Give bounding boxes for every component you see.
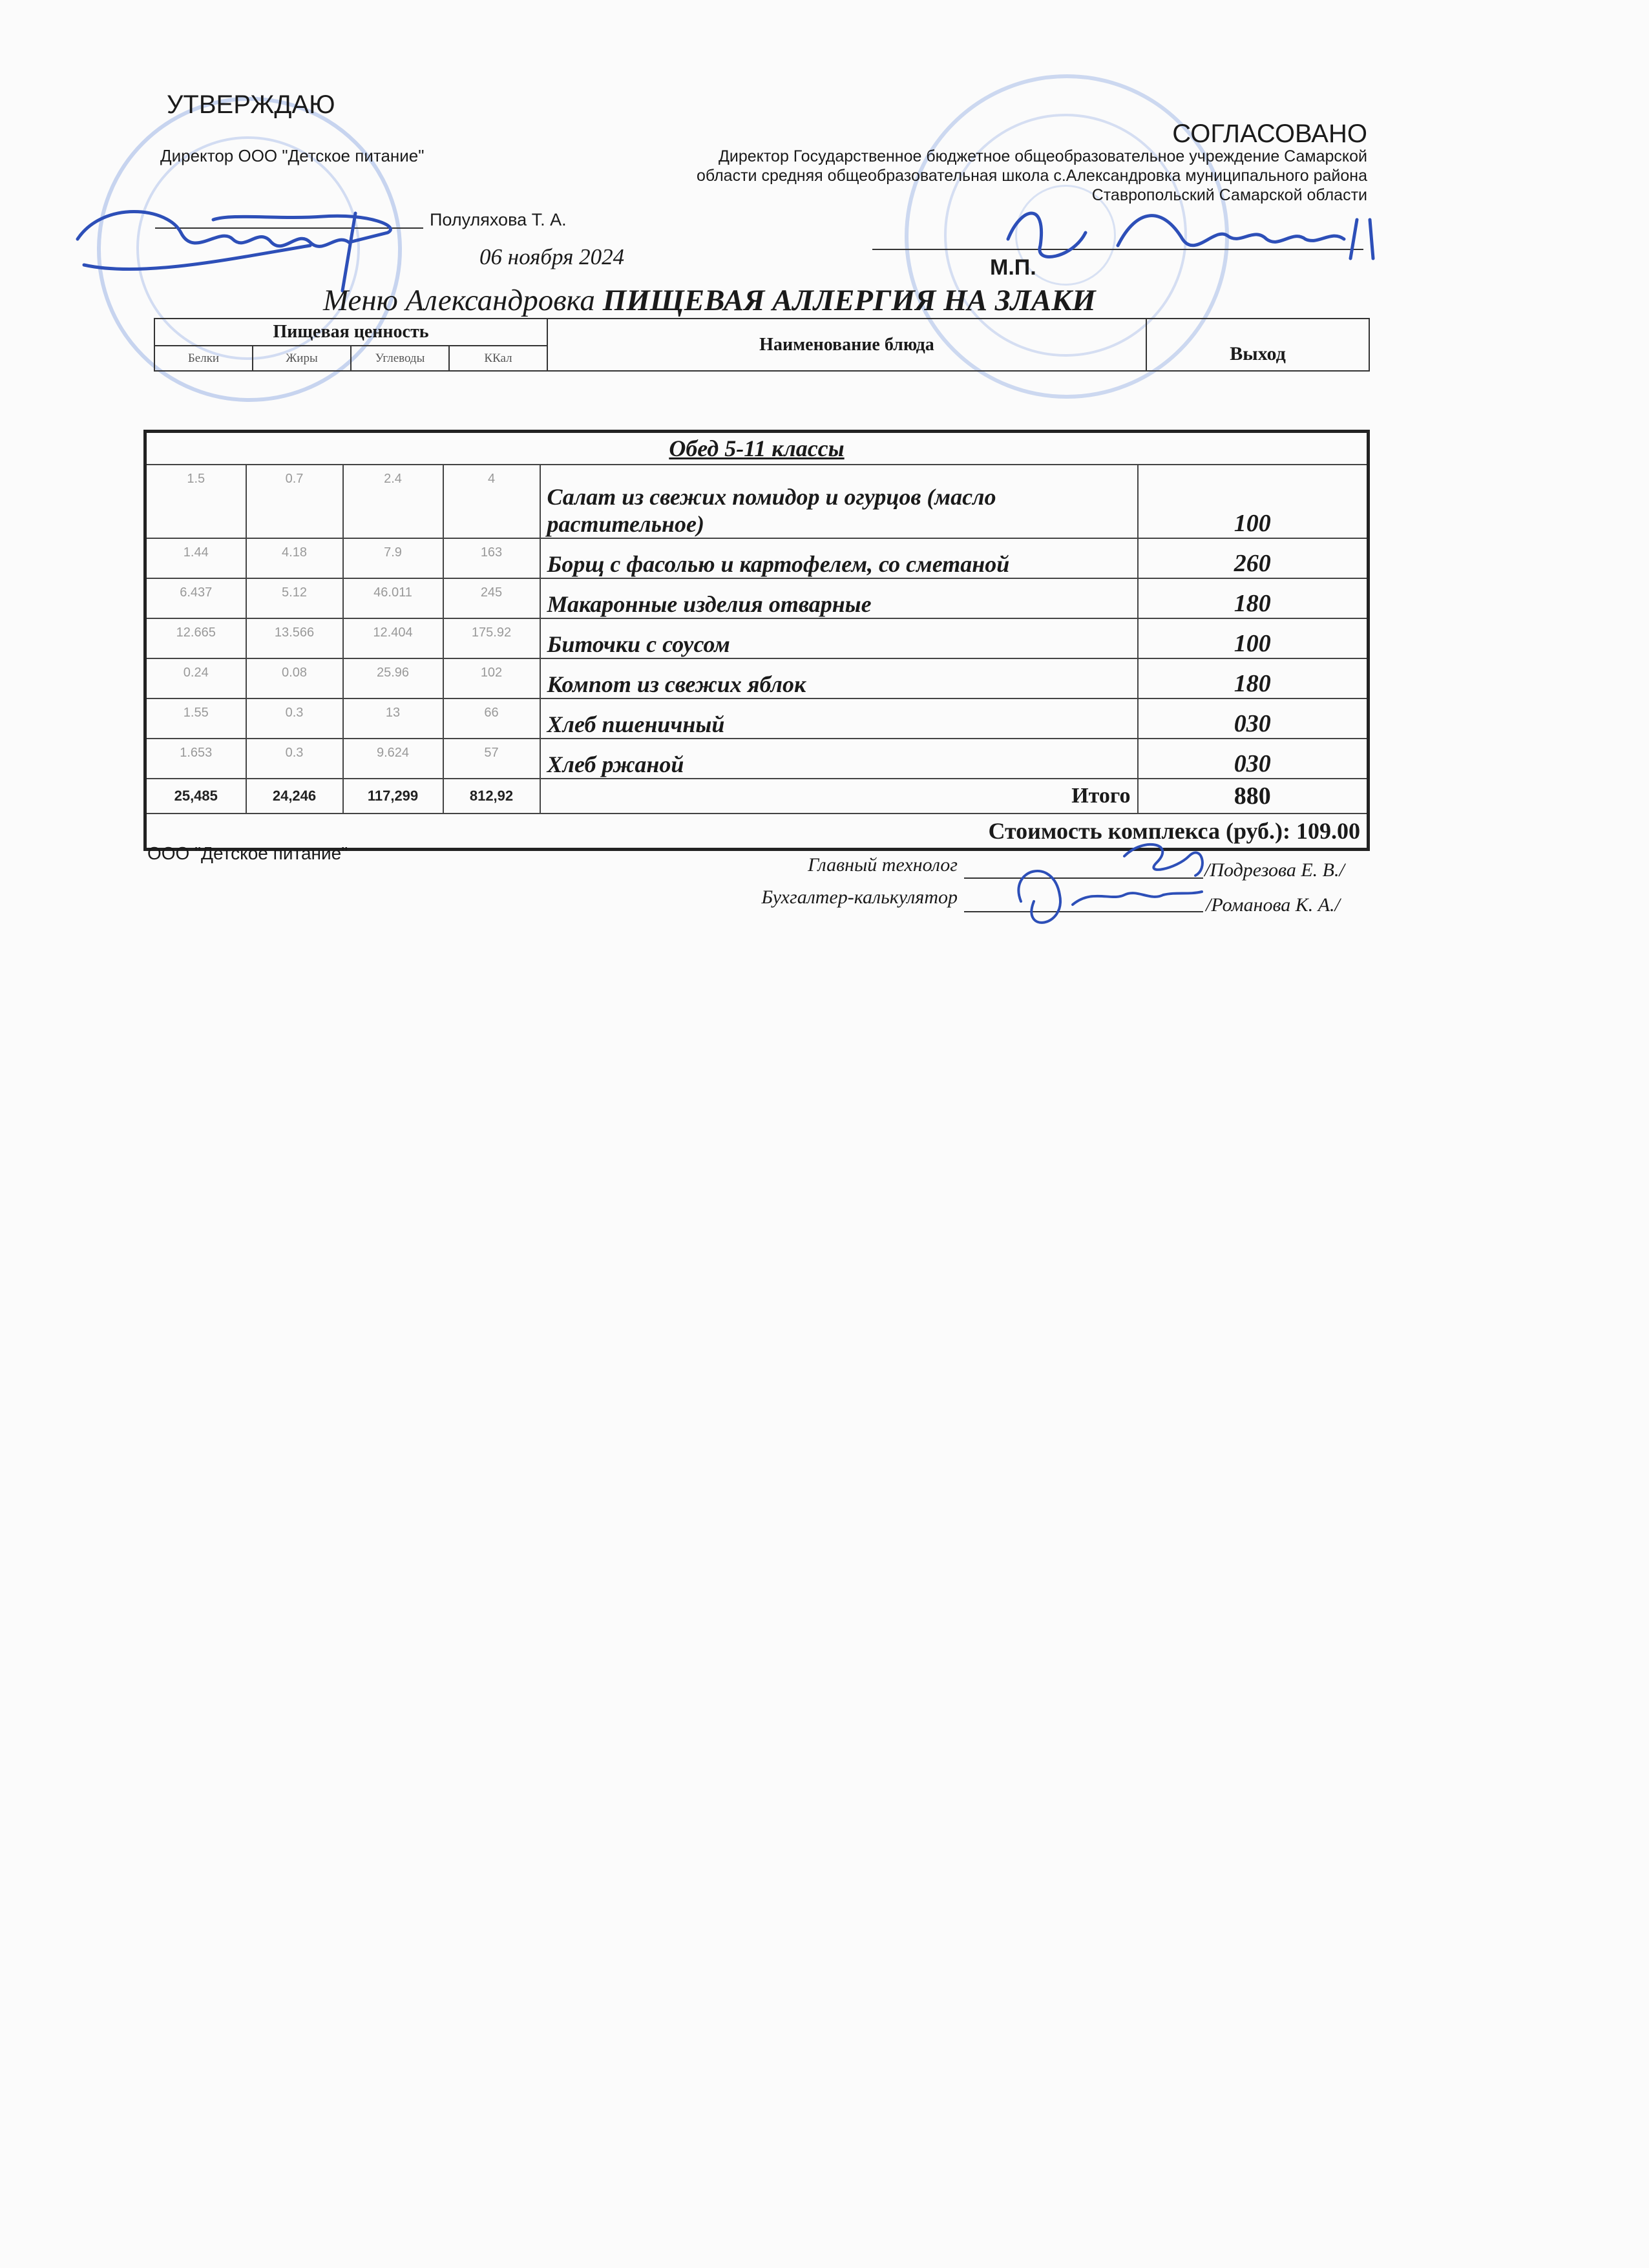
tech-role: Главный технолог [808,854,958,876]
header-dish: Наименование блюда [547,319,1146,371]
cell-carbs: 9.624 [343,739,443,779]
menu-row [145,578,1369,618]
cell-fat: 4.18 [246,538,343,578]
cell-kcal: 57 [443,739,540,779]
header-fat: Жиры [253,346,351,371]
cell-protein: 1.653 [145,739,246,779]
cell-protein: 6.437 [145,578,246,618]
agree-line-1: Директор Государственное бюджетное общеобразовательное учреждение Самарской [718,147,1367,165]
cell-dish: Борщ с фасолью и картофелем, со сметаной [540,538,1138,578]
header-kcal: ККал [449,346,547,371]
cell-fat: 0.3 [246,739,343,779]
approve-date: 06 ноября 2024 [479,244,625,269]
header-protein: Белки [154,346,253,371]
agree-signature [969,181,1409,278]
menu-total-row [145,779,1369,814]
cell-carbs: 13 [343,698,443,739]
total-kcal: 812,92 [443,779,540,814]
cell-carbs: 46.011 [343,578,443,618]
menu-row [145,739,1369,779]
menu-section-title: Обед 5-11 классы [145,432,1369,465]
menu-row [145,658,1369,698]
header-output: Выход [1146,319,1369,371]
cell-fat: 0.7 [246,465,343,538]
menu-row [145,618,1369,658]
cell-dish: Биточки с соусом [540,618,1138,658]
cell-kcal: 163 [443,538,540,578]
cell-dish: Хлеб ржаной [540,739,1138,779]
cell-dish: Макаронные изделия отварные [540,578,1138,618]
tech-name: /Подрезова Е. В./ [1204,859,1345,881]
cell-fat: 5.12 [246,578,343,618]
cell-output: 100 [1138,618,1369,658]
cell-kcal: 102 [443,658,540,698]
page-title-place: Меню Александровка [323,284,603,317]
cell-dish: Компот из свежих яблок [540,658,1138,698]
acc-name: /Романова К. А./ [1206,894,1340,916]
total-protein: 25,485 [145,779,246,814]
cell-kcal: 175.92 [443,618,540,658]
page-title [323,283,1096,318]
total-output: 880 [1138,779,1369,814]
cell-carbs: 2.4 [343,465,443,538]
approve-heading: УТВЕРЖДАЮ [167,90,335,119]
cell-output: 260 [1138,538,1369,578]
agree-mp: М.П. [990,255,1036,280]
page-title-diet: ПИЩЕВАЯ АЛЛЕРГИЯ НА ЗЛАКИ [602,284,1096,317]
header-nutrition: Пищевая ценность [154,319,547,346]
cell-output: 030 [1138,698,1369,739]
approve-signature [65,187,426,297]
agree-line-2: области средняя общеобразовательная школа с.Александровка муниципального района [697,167,1367,185]
cell-output: 180 [1138,658,1369,698]
cell-fat: 13.566 [246,618,343,658]
total-fat: 24,246 [246,779,343,814]
menu-table [143,430,1370,851]
cell-kcal: 66 [443,698,540,739]
cell-dish: Хлеб пшеничный [540,698,1138,739]
cell-output: 180 [1138,578,1369,618]
approve-position: Директор ООО "Детское питание" [160,146,425,165]
cell-fat: 0.08 [246,658,343,698]
cell-kcal: 4 [443,465,540,538]
cell-output: 100 [1138,465,1369,538]
agree-heading: СОГЛАСОВАНО [1172,120,1367,148]
cell-carbs: 12.404 [343,618,443,658]
cell-carbs: 25.96 [343,658,443,698]
cell-protein: 1.44 [145,538,246,578]
cell-protein: 1.5 [145,465,246,538]
footer-signatures [995,830,1241,947]
acc-role: Бухгалтер-калькулятор [761,887,958,908]
menu-row [145,465,1369,538]
cell-fat: 0.3 [246,698,343,739]
menu-row [145,538,1369,578]
menu-row [145,698,1369,739]
footer-company: ООО "Детское питание" [147,843,348,863]
header-table [154,318,1370,372]
cell-kcal: 245 [443,578,540,618]
cell-protein: 1.55 [145,698,246,739]
total-carbs: 117,299 [343,779,443,814]
agree-line-3: Ставропольский Самарской области [1091,186,1367,204]
menu-cost: Стоимость комплекса (руб.): 109.00 [145,814,1369,850]
cell-output: 030 [1138,739,1369,779]
header-carbs: Углеводы [351,346,449,371]
cell-dish: Салат из свежих помидор и огурцов (масло растительное) [540,465,1138,538]
approve-name: Полуляхова Т. А. [430,210,567,229]
total-label: Итого [540,779,1138,814]
cell-protein: 0.24 [145,658,246,698]
cell-carbs: 7.9 [343,538,443,578]
cell-protein: 12.665 [145,618,246,658]
